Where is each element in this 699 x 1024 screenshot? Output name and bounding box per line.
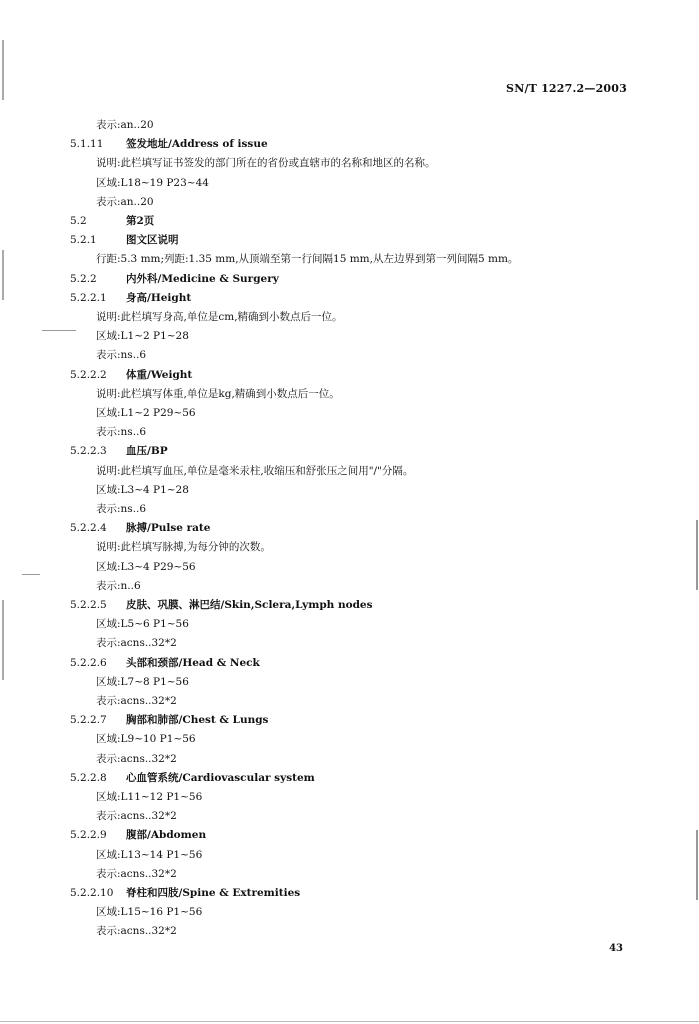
section-number: 5.2.1 (70, 234, 97, 247)
body-line: 说明:此栏填写体重,单位是kg,精确到小数点后一位。 (96, 387, 340, 400)
section-title: 心血管系统/Cardiovascular system (126, 771, 315, 784)
scan-mark (2, 600, 4, 680)
body-line: 表示:ns..6 (96, 426, 147, 439)
section-title: 皮肤、巩膜、淋巴结/Skin,Sclera,Lymph nodes (126, 599, 373, 611)
section-heading (70, 713, 268, 727)
section-number: 5.2.2 (70, 272, 97, 285)
body-line: 表示:acns..32*2 (96, 695, 177, 707)
body-line: 说明:此栏填写证书签发的部门所在的省份或直辖市的名称和地区的名称。 (96, 157, 436, 170)
section-heading (70, 444, 168, 458)
section-number: 5.2.2.9 (70, 829, 107, 842)
section-heading (70, 272, 279, 286)
section-heading (70, 771, 315, 785)
body-line: 区域:L1~2 P29~56 (96, 407, 196, 419)
body-line: 说明:此栏填写身高,单位是cm,精确到小数点后一位。 (96, 311, 343, 323)
body-line: 表示:acns..32*2 (96, 810, 177, 823)
section-number: 5.2.2.8 (70, 771, 107, 784)
body-line: 表示:acns..32*2 (96, 752, 177, 765)
scan-mark (22, 574, 40, 575)
section-heading (70, 137, 268, 151)
section-number: 5.2.2.7 (70, 714, 107, 727)
body-line: 表示:acns..32*2 (96, 637, 177, 650)
body-line: 区域:L18~19 P23~44 (96, 176, 209, 189)
section-number: 5.2.2.1 (70, 291, 107, 304)
section-title: 第2页 (126, 215, 155, 227)
section-title: 图文区说明 (126, 234, 179, 247)
body-line: 区域:L1~2 P1~28 (96, 330, 189, 343)
section-number: 5.2.2.6 (70, 656, 107, 669)
section-heading (70, 233, 179, 247)
body-line: 区域:L5~6 P1~56 (96, 618, 189, 631)
body-line: 区域:L13~14 P1~56 (96, 848, 203, 861)
body-line: 表示:acns..32*2 (96, 867, 177, 880)
section-heading (70, 214, 154, 228)
body-line: 表示:n..6 (96, 579, 141, 592)
body-line: 区域:L3~4 P1~28 (96, 483, 189, 496)
body-line: 行距:5.3 mm;列距:1.35 mm,从顶端至第一行间隔15 mm,从左边界到第一列间隔5 mm。 (96, 253, 519, 266)
body-line: 区域:L9~10 P1~56 (96, 733, 196, 746)
scan-mark (0, 1021, 699, 1022)
scan-mark (696, 830, 698, 900)
section-heading (70, 886, 300, 900)
section-number: 5.1.11 (70, 138, 104, 151)
section-heading (70, 828, 206, 842)
section-number: 5.2.2.5 (70, 599, 107, 611)
body-line: 表示:an..20 (96, 119, 154, 131)
section-heading (70, 598, 373, 612)
body-line: 表示:ns..6 (96, 503, 147, 515)
section-title: 脉搏/Pulse rate (126, 522, 211, 535)
section-title: 身高/Height (126, 291, 192, 304)
standard-id: SN/T 1227.2—2003 (506, 82, 627, 95)
body-line: 表示:acns..32*2 (96, 925, 177, 938)
body-line: 说明:此栏填写脉搏,为每分钟的次数。 (96, 541, 271, 554)
section-number: 5.2.2.2 (70, 368, 107, 381)
section-title: 签发地址/Address of issue (126, 138, 268, 151)
body-line: 区域:L7~8 P1~56 (96, 675, 189, 688)
section-title: 胸部和肺部/Chest & Lungs (126, 714, 269, 727)
body-line: 区域:L11~12 P1~56 (96, 791, 203, 803)
scan-mark (42, 330, 76, 331)
scan-mark (696, 520, 698, 590)
section-number: 5.2.2.4 (70, 522, 107, 535)
section-heading (70, 656, 260, 670)
section-heading (70, 521, 210, 535)
section-number: 5.2.2.3 (70, 445, 107, 458)
section-title: 腹部/Abdomen (126, 829, 207, 842)
section-number: 5.2.2.10 (70, 887, 114, 899)
body-line: 表示:ns..6 (96, 349, 147, 362)
section-title: 脊柱和四肢/Spine & Extremities (126, 887, 301, 899)
body-line: 区域:L3~4 P29~56 (96, 560, 196, 573)
section-heading (70, 291, 191, 305)
section-title: 内外科/Medicine & Surgery (126, 272, 279, 285)
body-line: 说明:此栏填写血压,单位是毫米汞柱,收缩压和舒张压之间用"/"分隔。 (96, 464, 414, 477)
section-title: 体重/Weight (126, 368, 193, 381)
section-heading (70, 368, 192, 382)
body-line: 表示:an..20 (96, 195, 154, 208)
page-number: 43 (609, 943, 623, 954)
section-title: 头部和颈部/Head & Neck (126, 656, 260, 669)
section-number: 5.2 (70, 215, 87, 227)
body-line: 区域:L15~16 P1~56 (96, 906, 203, 919)
section-title: 血压/BP (126, 445, 168, 458)
scan-mark (2, 40, 4, 100)
scan-mark (2, 250, 4, 300)
